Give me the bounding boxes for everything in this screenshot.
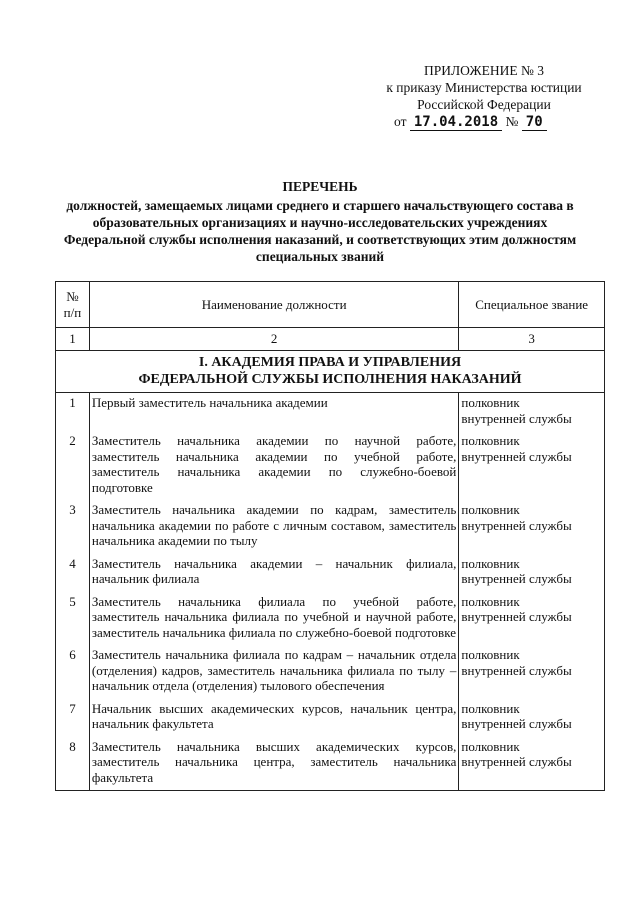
- annex-date-row: [384, 113, 584, 131]
- annex-line-2: Российской Федерации: [417, 97, 551, 112]
- number-prefix: №: [505, 114, 519, 129]
- section-line-2: ФЕДЕРАЛЬНОЙ СЛУЖБЫ ИСПОЛНЕНИЯ НАКАЗАНИЙ: [138, 372, 522, 387]
- header-rank: Специальное звание: [459, 282, 605, 328]
- annex-line-1: к приказу Министерства юстиции: [386, 80, 582, 95]
- order-number: 70: [522, 114, 547, 131]
- list-title-line-1: должностей, замещаемых лицами среднего и старшего начальствующего состава в: [66, 198, 574, 213]
- row-num: 1: [56, 393, 90, 432]
- row-rank: полковник внутренней службы: [459, 393, 605, 432]
- row-num: 8: [56, 737, 90, 791]
- row-rank: полковник внутренней службы: [459, 500, 605, 554]
- row-position: Заместитель начальника филиала по учебной работе, заместитель начальника филиала по учебной и научной работе, заместитель начальника филиала по служебно-боевой подготовке: [89, 592, 458, 646]
- col-index-1: 1: [56, 328, 90, 351]
- list-heading: ПЕРЕЧЕНЬ: [282, 179, 358, 194]
- row-position: Заместитель начальника высших академических курсов, заместитель начальника центра, заместитель начальника факультета: [89, 737, 458, 791]
- list-title-line-2: образовательных организациях и научно-исследовательских учреждениях: [92, 215, 548, 230]
- annex-block: [384, 62, 584, 131]
- section-row: [56, 351, 605, 393]
- table-row: [56, 645, 605, 699]
- table-row: [56, 500, 605, 554]
- row-position: Заместитель начальника академии – начальник филиала, начальник филиала: [89, 554, 458, 592]
- annex-title: ПРИЛОЖЕНИЕ № 3: [423, 63, 545, 78]
- list-title-line-4: специальных званий: [255, 249, 385, 264]
- col-index-2: 2: [89, 328, 458, 351]
- row-num: 5: [56, 592, 90, 646]
- header-position: Наименование должности: [89, 282, 458, 328]
- row-position: Заместитель начальника академии по кадрам, заместитель начальника академии по работе с личным составом, заместитель начальника академии по тылу: [89, 500, 458, 554]
- table-row: [56, 554, 605, 592]
- order-date: 17.04.2018: [410, 114, 502, 131]
- row-num: 4: [56, 554, 90, 592]
- table-row: [56, 737, 605, 791]
- section-heading: [56, 351, 605, 393]
- row-rank: полковник внутренней службы: [459, 645, 605, 699]
- row-position: Заместитель начальника филиала по кадрам – начальник отдела (отделения) кадров, заместитель начальника филиала по тылу – начальник отдела (отделения) тылового обеспечения: [89, 645, 458, 699]
- row-num: 7: [56, 699, 90, 737]
- column-index-row: [56, 328, 605, 351]
- row-num: 2: [56, 431, 90, 500]
- section-line-1: I. АКАДЕМИЯ ПРАВА И УПРАВЛЕНИЯ: [198, 355, 462, 370]
- date-prefix: от: [394, 114, 407, 129]
- col-index-3: 3: [459, 328, 605, 351]
- list-title-line-3: Федеральной службы исполнения наказаний, и соответствующих этим должностям: [63, 232, 577, 247]
- row-rank: полковник внутренней службы: [459, 737, 605, 791]
- row-num: 6: [56, 645, 90, 699]
- row-rank: полковник внутренней службы: [459, 554, 605, 592]
- header-num: № п/п: [56, 282, 90, 328]
- list-title: [40, 178, 600, 265]
- row-num: 3: [56, 500, 90, 554]
- positions-table: [55, 281, 605, 791]
- table-header-row: [56, 282, 605, 328]
- row-position: Первый заместитель начальника академии: [89, 393, 458, 432]
- row-position: Заместитель начальника академии по научной работе, заместитель начальника академии по учебной работе, заместитель начальника академии по служебно-боевой подготовке: [89, 431, 458, 500]
- table-row: [56, 699, 605, 737]
- row-position: Начальник высших академических курсов, начальник центра, начальник факультета: [89, 699, 458, 737]
- row-rank: полковник внутренней службы: [459, 431, 605, 500]
- table-row: [56, 393, 605, 432]
- row-rank: полковник внутренней службы: [459, 699, 605, 737]
- table-row: [56, 592, 605, 646]
- row-rank: полковник внутренней службы: [459, 592, 605, 646]
- table-row: [56, 431, 605, 500]
